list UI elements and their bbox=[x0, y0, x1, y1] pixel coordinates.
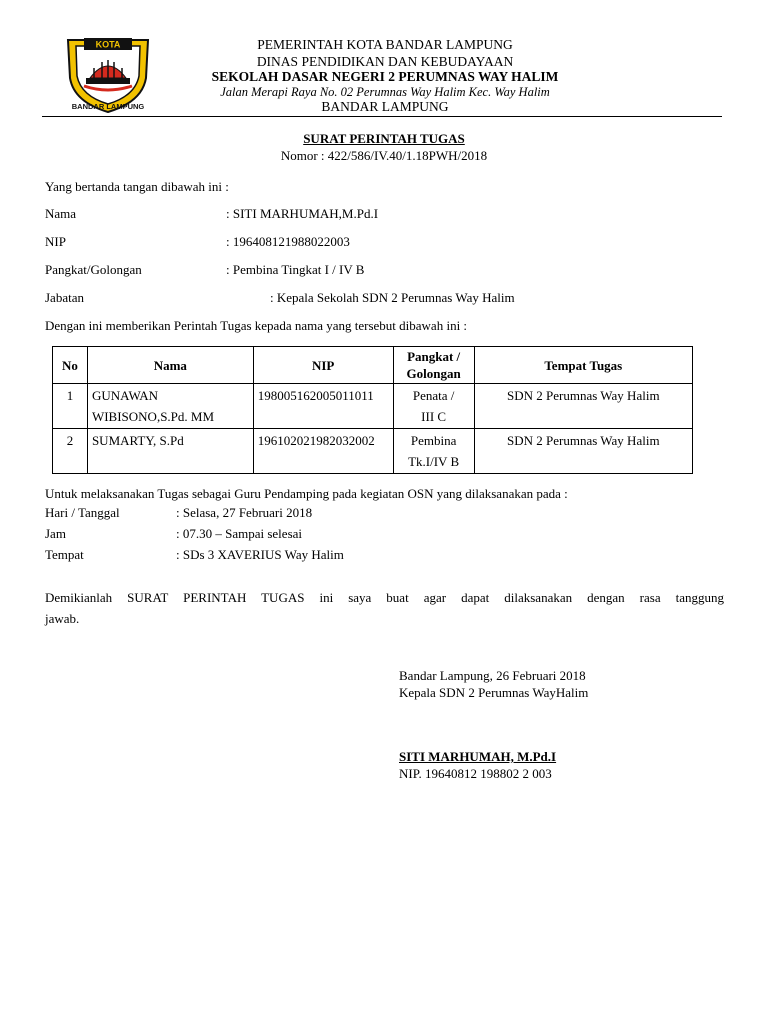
city-logo bbox=[62, 34, 154, 114]
cell-nama bbox=[87, 384, 253, 429]
signer-nip-label: NIP bbox=[45, 234, 66, 249]
cell-nama-line2: WIBISONO,S.Pd. MM bbox=[91, 409, 215, 424]
place-label: Tempat bbox=[45, 547, 84, 562]
kop-line-2: DINAS PENDIDIKAN DAN KEBUDAYAAN bbox=[256, 54, 514, 69]
signature-nip: NIP. 19640812 198802 2 003 bbox=[399, 766, 552, 781]
time-value: : 07.30 – Sampai selesai bbox=[176, 526, 303, 541]
table-header-row bbox=[53, 347, 693, 384]
signer-position-value: : Kepala Sekolah SDN 2 Perumnas Way Halim bbox=[270, 290, 515, 305]
date-label: Hari / Tanggal bbox=[45, 505, 120, 520]
cell-no: 1 bbox=[53, 384, 88, 429]
cell-pangkat-line2: Tk.I/IV B bbox=[408, 454, 460, 469]
cell-pangkat-line1: Pembina bbox=[410, 433, 457, 448]
assignment-intro: Dengan ini memberikan Perintah Tugas kepada nama yang tersebut dibawah ini : bbox=[45, 318, 468, 333]
assignee-table bbox=[52, 346, 693, 474]
cell-pangkat bbox=[393, 429, 474, 474]
signer-nip-value: : 196408121988022003 bbox=[226, 234, 350, 249]
letter-title: SURAT PERINTAH TUGAS bbox=[303, 131, 465, 146]
table-row bbox=[53, 384, 693, 429]
kop-line-1: PEMERINTAH KOTA BANDAR LAMPUNG bbox=[257, 37, 513, 52]
cell-pangkat bbox=[393, 384, 474, 429]
cell-tempat: SDN 2 Perumnas Way Halim bbox=[474, 429, 692, 474]
cell-pangkat-line1: Penata / bbox=[412, 388, 455, 403]
logo-top-text: KOTA bbox=[95, 39, 121, 50]
letter-number: Nomor : 422/586/IV.40/1.18PWH/2018 bbox=[280, 148, 488, 163]
table-row bbox=[53, 429, 693, 474]
signer-name-label: Nama bbox=[45, 206, 77, 221]
cell-no: 2 bbox=[53, 429, 88, 474]
logo-bottom-text: BANDAR LAMPUNG bbox=[71, 102, 145, 111]
cell-pangkat-line2: III C bbox=[421, 409, 447, 424]
intro-text: Yang bertanda tangan dibawah ini : bbox=[45, 179, 229, 194]
signature-position: Kepala SDN 2 Perumnas WayHalim bbox=[399, 685, 589, 700]
kop-line-5: BANDAR LAMPUNG bbox=[321, 99, 449, 114]
place-value: : SDs 3 XAVERIUS Way Halim bbox=[176, 547, 344, 562]
header-nama: Nama bbox=[87, 347, 253, 384]
closing-line-1: Demikianlah SURAT PERINTAH TUGAS ini saya buat agar dapat dilaksanakan dengan rasa tanggung bbox=[45, 590, 724, 605]
header-nip: NIP bbox=[253, 347, 393, 384]
signer-rank-value: : Pembina Tingkat I / IV B bbox=[226, 262, 365, 277]
signer-position-label: Jabatan bbox=[45, 290, 84, 305]
time-label: Jam bbox=[45, 526, 66, 541]
cell-nip: 196102021982032002 bbox=[253, 429, 393, 474]
header-pangkat bbox=[393, 347, 474, 384]
signer-rank-label: Pangkat/Golongan bbox=[45, 262, 142, 277]
cell-nama-line1: GUNAWAN bbox=[91, 388, 159, 403]
header-no: No bbox=[53, 347, 88, 384]
cell-nama bbox=[87, 429, 253, 474]
signature-name: SITI MARHUMAH, M.Pd.I bbox=[399, 749, 557, 764]
cell-tempat: SDN 2 Perumnas Way Halim bbox=[474, 384, 692, 429]
cell-nip: 198005162005011011 bbox=[253, 384, 393, 429]
signature-place-date: Bandar Lampung, 26 Februari 2018 bbox=[399, 668, 586, 683]
header-pangkat-line2: Golongan bbox=[406, 366, 461, 381]
header-pangkat-line1: Pangkat / bbox=[407, 349, 461, 364]
closing-line-2: jawab. bbox=[45, 611, 80, 626]
cell-nama-line1: SUMARTY, S.Pd bbox=[91, 433, 184, 448]
letterhead-divider bbox=[42, 116, 722, 117]
kop-line-4: Jalan Merapi Raya No. 02 Perumnas Way Halim Kec. Way Halim bbox=[220, 85, 550, 99]
kop-line-3: SEKOLAH DASAR NEGERI 2 PERUMNAS WAY HALIM bbox=[211, 69, 559, 84]
execution-intro: Untuk melaksanakan Tugas sebagai Guru Pendamping pada kegiatan OSN yang dilaksanakan pada : bbox=[45, 486, 568, 501]
date-value: : Selasa, 27 Februari 2018 bbox=[176, 505, 313, 520]
header-tempat: Tempat Tugas bbox=[474, 347, 692, 384]
signer-name-value: : SITI MARHUMAH,M.Pd.I bbox=[226, 206, 379, 221]
